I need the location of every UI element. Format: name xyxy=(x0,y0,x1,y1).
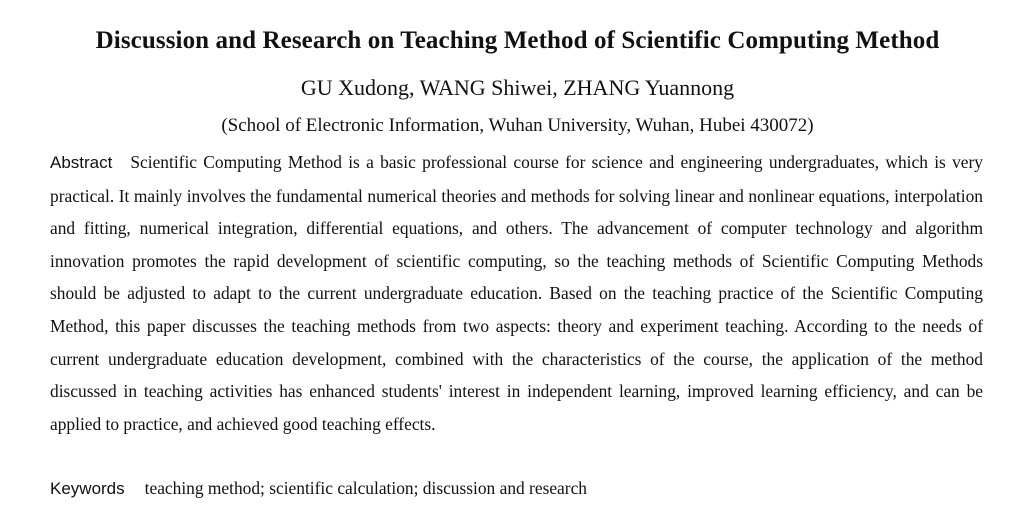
keywords-text: teaching method; scientific calculation; discussion and research xyxy=(144,478,587,498)
author-affiliation: (School of Electronic Information, Wuhan University, Wuhan, Hubei 430072) xyxy=(221,115,814,136)
paper-title: Discussion and Research on Teaching Method of Scientific Computing Method xyxy=(95,27,940,54)
abstract-paragraph xyxy=(50,146,983,440)
abstract-label: Abstract xyxy=(50,153,113,172)
author-list: GU Xudong, WANG Shiwei, ZHANG Yuannong xyxy=(300,75,735,100)
keywords-paragraph xyxy=(50,472,983,505)
keywords-label: Keywords xyxy=(50,479,125,498)
abstract-text: Scientific Computing Method is a basic professional course for science and engineering undergraduates, which is very practical. It mainly involves the fundamental numerical theories and methods for solving linear and nonlinear equations, interpolation and fitting, numerical integration, differential equations, and others. The advancement of computer technology and algorithm innovation promotes the rapid development of scientific computing, so the teaching methods of Scientific Computing Methods should be adjusted to adapt to the current undergraduate education. Based on the teaching practice of the Scientific Computing Method, this paper discusses the teaching methods from two aspects: theory and experiment teaching. According to the needs of current undergraduate education development, combined with the characteristics of the course, the application of the method discussed in teaching activities has enhanced students' interest in independent learning, improved learning efficiency, and can be applied to practice, and achieved good teaching effects. xyxy=(50,152,983,434)
